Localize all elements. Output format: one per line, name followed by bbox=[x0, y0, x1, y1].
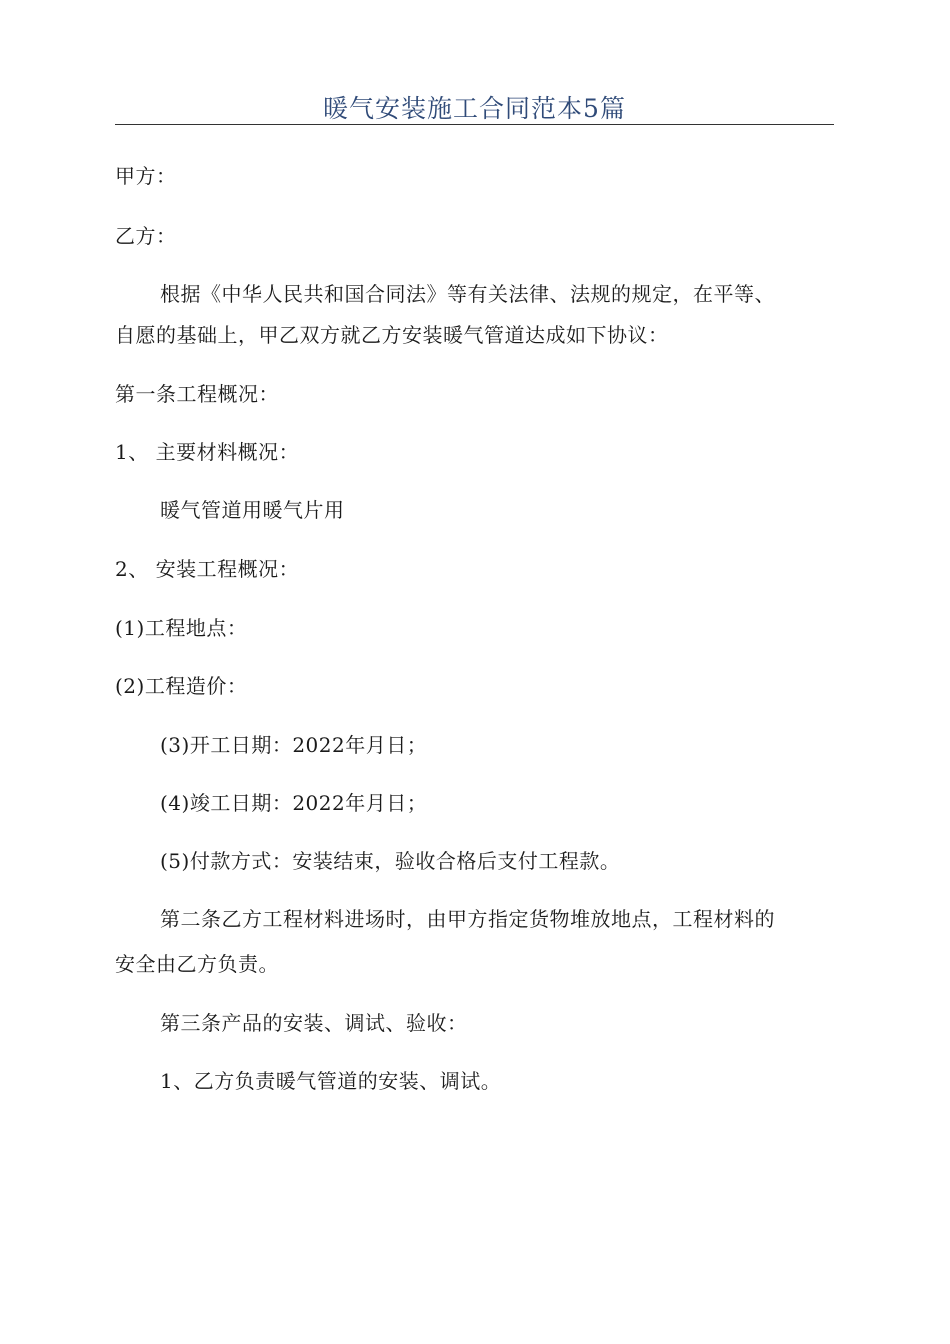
materials-detail: 暖气管道用暖气片用 bbox=[160, 498, 345, 522]
party-a-line: 甲方： bbox=[115, 164, 177, 188]
project-cost: (2)工程造价： bbox=[115, 674, 248, 698]
article-3-heading: 第三条产品的安装、调试、验收： bbox=[160, 1011, 468, 1035]
article-2-line-2: 安全由乙方负责。 bbox=[115, 952, 279, 976]
installation-overview-heading: 2、 安装工程概况： bbox=[115, 557, 300, 581]
title-underline bbox=[115, 124, 834, 125]
article-2-line-1: 第二条乙方工程材料进场时，由甲方指定货物堆放地点，工程材料的 bbox=[160, 907, 775, 931]
article-1-heading: 第一条工程概况： bbox=[115, 382, 279, 406]
article-3-item-1: 1、乙方负责暖气管道的安装、调试。 bbox=[160, 1069, 502, 1093]
completion-date: (4)竣工日期：2022年月日； bbox=[160, 791, 428, 815]
preamble-line-2: 自愿的基础上，甲乙双方就乙方安装暖气管道达成如下协议： bbox=[115, 323, 669, 347]
project-location: (1)工程地点： bbox=[115, 616, 248, 640]
start-date: (3)开工日期：2022年月日； bbox=[160, 733, 428, 757]
main-materials-heading: 1、 主要材料概况： bbox=[115, 440, 300, 464]
document-title: 暖气安装施工合同范本5篇 bbox=[323, 94, 626, 123]
preamble-line-1: 根据《中华人民共和国合同法》等有关法律、法规的规定，在平等、 bbox=[160, 282, 775, 306]
party-b-line: 乙方： bbox=[115, 224, 177, 248]
payment-method: (5)付款方式：安装结束，验收合格后支付工程款。 bbox=[160, 849, 621, 873]
